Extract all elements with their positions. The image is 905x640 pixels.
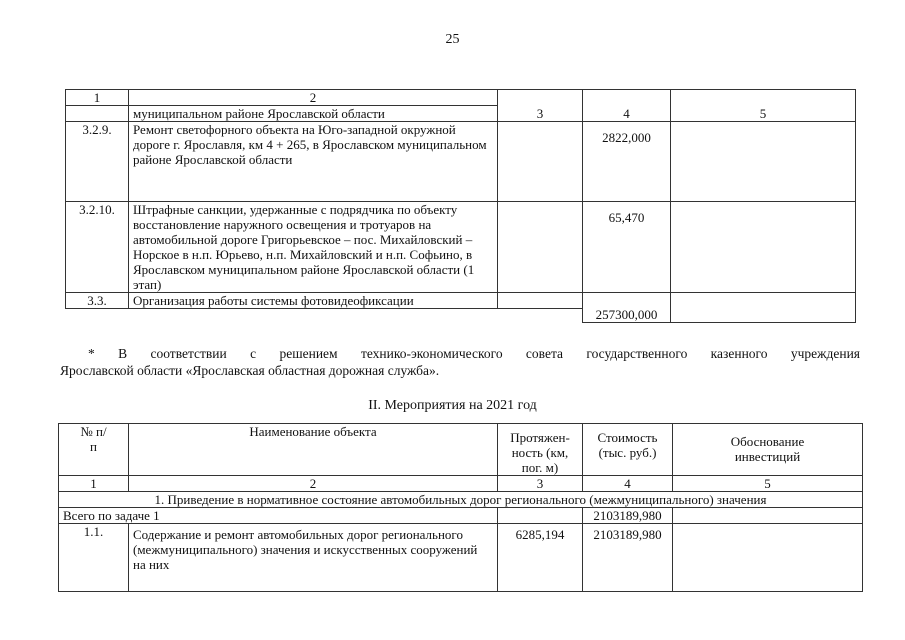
cell-name: Организация работы системы фотовидеофиксации [129, 293, 498, 309]
task-row [59, 492, 863, 508]
col-number: 3 [498, 90, 583, 122]
cell-num: 3.2.9. [66, 122, 129, 202]
cell-basis [671, 122, 856, 202]
table-continuation [65, 89, 856, 323]
table-row [59, 476, 863, 492]
col-number: 5 [671, 90, 856, 122]
cell-cost: 2822,000 [583, 122, 671, 202]
section-title: II. Мероприятия на 2021 год [368, 398, 537, 413]
header-length: Протяжен-ность (км, пог. м) [498, 424, 583, 476]
footnote [60, 345, 860, 379]
header-num: № п/п [59, 424, 129, 476]
total-cost: 2103189,980 [583, 508, 673, 524]
cell-name: муниципальном районе Ярославской области [129, 106, 498, 122]
cell-length: 6285,194 [498, 524, 583, 592]
header-basis: Обоснование инвестиций [673, 424, 863, 476]
table-header [59, 424, 863, 476]
cell-length [498, 202, 583, 293]
header-name: Наименование объекта [129, 424, 498, 476]
cell-cost: 2103189,980 [583, 524, 673, 592]
cell-name: Ремонт светофорного объекта на Юго-западной окружной дороге г. Ярославля, км 4 + 265, в Ярославском муниципальном районе Ярославской области [129, 122, 498, 202]
footnote-line: Ярославской области «Ярославская областная дорожная служба». [60, 363, 440, 378]
table-row [59, 524, 863, 592]
table-row [66, 202, 856, 293]
cell-cost: 65,470 [583, 202, 671, 293]
total-row [59, 508, 863, 524]
footnote-line: * В соответствии с решением технико-экономического совета государственного казенного учреждения [88, 346, 860, 361]
cell-name: Штрафные санкции, удержанные с подрядчика по объекту восстановление наружного освещения и тротуаров на автомобильной дороге Григорьевское – пос. Михайловский – Норское в н.п. Юрьево, н.п. Михайловский и н.п. Софьино, в Ярославском муниципальном районе Ярославской области (1 этап) [129, 202, 498, 293]
col-number: 2 [129, 90, 498, 106]
col-number: 4 [583, 476, 673, 492]
header-cost: Стоимость (тыс. руб.) [583, 424, 673, 476]
cell-name: Содержание и ремонт автомобильных дорог регионального (межмуниципального) значения и искусственных сооружений на них [129, 524, 498, 592]
col-number: 2 [129, 476, 498, 492]
total-label: Всего по задаче 1 [59, 508, 498, 524]
col-number: 3 [498, 476, 583, 492]
cell-length [498, 293, 583, 309]
cell-basis [671, 202, 856, 293]
col-number: 1 [66, 90, 129, 106]
cell-num: 3.3. [66, 293, 129, 309]
cell-length [498, 122, 583, 202]
task-title: 1. Приведение в нормативное состояние автомобильных дорог регионального (межмуниципального) значения [59, 492, 863, 508]
cell-basis [671, 293, 856, 323]
cell-basis [673, 524, 863, 592]
table-row [66, 293, 856, 309]
table-row [66, 122, 856, 202]
cell-num: 1.1. [59, 524, 129, 592]
cell-num: 3.2.10. [66, 202, 129, 293]
col-number: 4 [583, 90, 671, 122]
table-2021 [58, 423, 863, 592]
col-number: 5 [673, 476, 863, 492]
table-row [66, 90, 856, 106]
page-number: 25 [445, 32, 460, 47]
cell-cost: 257300,000 [583, 293, 671, 323]
col-number: 1 [59, 476, 129, 492]
